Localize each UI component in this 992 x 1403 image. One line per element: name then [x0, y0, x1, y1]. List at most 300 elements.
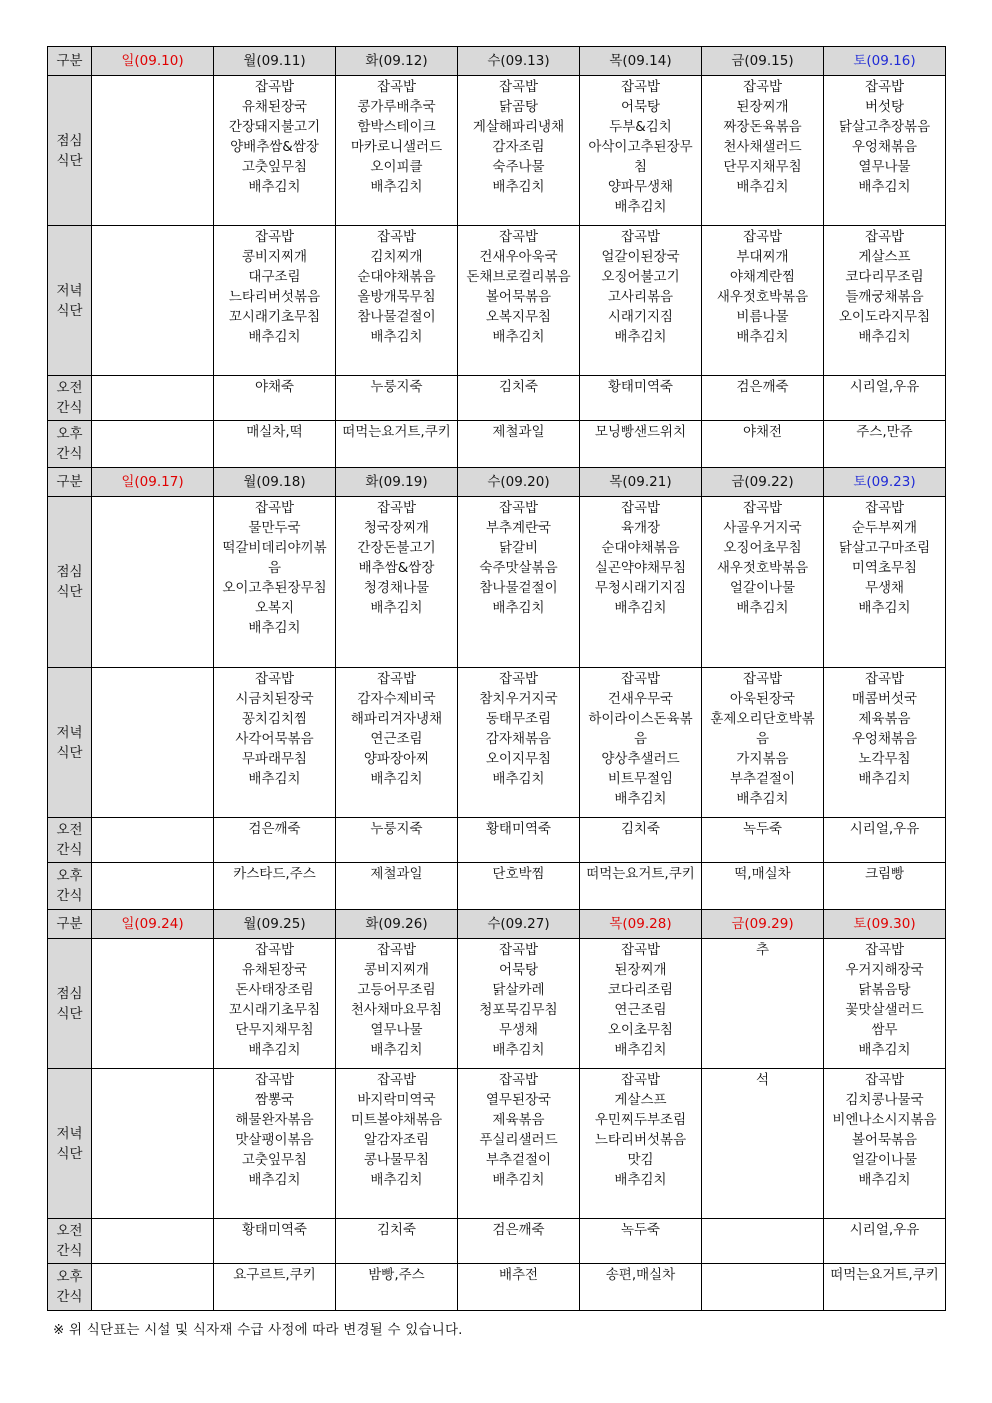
menu-item: 배추김치	[614, 329, 667, 345]
menu-item: 잡곡밥	[864, 229, 905, 245]
menu-cell	[336, 421, 458, 468]
menu-cell	[92, 1219, 214, 1264]
menu-item: 천사채마요무침	[350, 1002, 443, 1018]
menu-cell	[824, 226, 946, 376]
menu-item: 검은깨죽	[736, 379, 789, 395]
menu-item: 추	[755, 942, 770, 958]
menu-item: 고춧잎무침	[241, 159, 308, 175]
menu-cell	[92, 497, 214, 668]
menu-item: 새우젓호박볶음	[716, 560, 809, 576]
menu-item: 닭곰탕	[498, 99, 539, 115]
menu-item: 오이초무침	[607, 1022, 674, 1038]
menu-cell	[702, 668, 824, 818]
row-label-line: 점심	[56, 985, 83, 1002]
menu-item: 잡곡밥	[254, 229, 295, 245]
menu-item: 황태미역죽	[241, 1222, 308, 1238]
day-header: 수(09.20)	[458, 468, 580, 497]
menu-item: 연근조림	[614, 1002, 667, 1018]
menu-item: 무청시래기지짐	[594, 580, 687, 596]
menu-item: 매콤버섯국	[851, 691, 918, 707]
menu-item: 제육볶음	[492, 1112, 545, 1128]
menu-item: 푸실리샐러드	[479, 1132, 558, 1148]
row-label-line: 오후	[56, 868, 83, 884]
menu-item: 우민찌두부조림	[594, 1112, 687, 1128]
menu-item: 청경채나물	[363, 580, 430, 596]
menu-item: 짬뽕국	[254, 1092, 295, 1108]
dinner-row	[48, 1069, 946, 1219]
menu-cell	[458, 1264, 580, 1311]
menu-item: 아욱된장국	[729, 691, 796, 707]
menu-cell	[214, 76, 336, 226]
menu-item: 배추김치	[370, 179, 423, 195]
menu-item: 잡곡밥	[254, 1072, 295, 1088]
menu-item: 잡곡밥	[254, 942, 295, 958]
menu-cell	[702, 1069, 824, 1219]
menu-cell	[824, 376, 946, 421]
menu-item: 콩비지찌개	[363, 962, 430, 978]
lunch-row	[48, 76, 946, 226]
row-label-line: 저녁	[56, 1125, 83, 1142]
menu-item: 잡곡밥	[254, 671, 295, 687]
row-label-line: 오후	[56, 426, 83, 442]
menu-item: 꼬시래기초무침	[228, 309, 321, 325]
menu-item: 잡곡밥	[620, 1072, 661, 1088]
menu-item: 잡곡밥	[864, 942, 905, 958]
row-label-line: 간식	[56, 1243, 83, 1259]
menu-item: 꼬시래기초무침	[228, 1002, 321, 1018]
day-header: 금(09.29)	[702, 910, 824, 939]
menu-item: 배추김치	[858, 1172, 911, 1188]
menu-cell	[824, 668, 946, 818]
row-label-line: 간식	[56, 1289, 83, 1305]
menu-cell	[580, 668, 702, 818]
menu-item: 꽃맛살샐러드	[845, 1002, 924, 1018]
dinner-row	[48, 668, 946, 818]
menu-item: 오이도라지무침	[838, 309, 931, 325]
day-header: 목(09.14)	[580, 47, 702, 76]
menu-item: 무파래무침	[241, 751, 308, 767]
menu-item: 배추김치	[492, 1042, 545, 1058]
header-label: 구분	[48, 910, 92, 939]
menu-item: 잡곡밥	[376, 671, 417, 687]
menu-item: 잡곡밥	[498, 500, 539, 516]
menu-item: 닭살카레	[492, 982, 545, 998]
menu-item: 오이고추된장무침	[222, 580, 327, 596]
day-header: 월(09.25)	[214, 910, 336, 939]
menu-item: 숙주나물	[492, 159, 545, 175]
menu-item: 하이라이스돈육볶음	[588, 711, 693, 747]
menu-item: 단무지채무침	[235, 1022, 314, 1038]
menu-cell	[458, 818, 580, 863]
menu-item: 닭살고구마조림	[838, 540, 931, 556]
day-header: 화(09.19)	[336, 468, 458, 497]
menu-item: 느타리버섯볶음	[228, 289, 321, 305]
menu-item: 청포묵김무침	[479, 1002, 558, 1018]
menu-item: 시금치된장국	[235, 691, 314, 707]
menu-item: 육개장	[620, 520, 661, 536]
menu-item: 짜장돈육볶음	[723, 119, 802, 135]
menu-cell	[580, 1264, 702, 1311]
menu-item: 떠먹는요거트,쿠키	[586, 866, 695, 882]
menu-item: 잡곡밥	[254, 79, 295, 95]
menu-item: 배추김치	[614, 1172, 667, 1188]
menu-item: 검은깨죽	[248, 821, 301, 837]
week-header-row	[48, 47, 946, 76]
menu-item: 감자채볶음	[485, 731, 552, 747]
menu-item: 고사리볶음	[607, 289, 674, 305]
menu-item: 단호박찜	[492, 866, 545, 882]
day-header: 월(09.11)	[214, 47, 336, 76]
menu-item: 배추김치	[492, 1172, 545, 1188]
menu-cell	[458, 497, 580, 668]
menu-item: 돈사태장조림	[235, 982, 314, 998]
menu-item: 배추김치	[858, 329, 911, 345]
menu-item: 게살스프	[858, 249, 911, 265]
menu-item: 시리얼,우유	[849, 821, 920, 837]
menu-cell	[824, 1219, 946, 1264]
menu-item: 게살해파리냉채	[472, 119, 565, 135]
menu-item: 배추김치	[736, 329, 789, 345]
menu-cell	[92, 1069, 214, 1219]
menu-cell	[824, 76, 946, 226]
menu-item: 오징어불고기	[601, 269, 680, 285]
menu-cell	[214, 1264, 336, 1311]
menu-item: 배추김치	[858, 771, 911, 787]
menu-item: 비엔나소시지볶음	[832, 1112, 937, 1128]
menu-item: 게살스프	[614, 1092, 667, 1108]
day-header: 일(09.10)	[92, 47, 214, 76]
row-label	[48, 1219, 92, 1264]
menu-item: 유채된장국	[241, 99, 308, 115]
menu-item: 무생채	[864, 580, 905, 596]
menu-item: 부대찌개	[736, 249, 789, 265]
day-header: 화(09.26)	[336, 910, 458, 939]
menu-item: 된장찌개	[736, 99, 789, 115]
menu-item: 배추쌈&쌈장	[358, 560, 435, 576]
menu-item: 잡곡밥	[742, 79, 783, 95]
menu-cell	[824, 1264, 946, 1311]
row-label	[48, 818, 92, 863]
menu-item: 미트볼야채볶음	[350, 1112, 443, 1128]
menu-cell	[336, 226, 458, 376]
row-label-line: 식단	[56, 584, 83, 600]
row-label	[48, 76, 92, 226]
menu-item: 김치콩나물국	[845, 1092, 924, 1108]
row-label-line: 간식	[56, 842, 83, 858]
menu-item: 동태무조림	[485, 711, 552, 727]
menu-item: 배추김치	[370, 771, 423, 787]
menu-item: 우거지해장국	[845, 962, 924, 978]
menu-item: 요구르트,쿠키	[233, 1267, 316, 1283]
row-label	[48, 1264, 92, 1311]
menu-item: 배추김치	[492, 600, 545, 616]
menu-item: 건새우아욱국	[479, 249, 558, 265]
menu-item: 야채전	[742, 424, 783, 440]
menu-item: 볼어묵볶음	[851, 1132, 918, 1148]
menu-item: 누룽지죽	[370, 379, 423, 395]
menu-cell	[214, 1069, 336, 1219]
menu-item: 노각무침	[858, 751, 911, 767]
menu-cell	[702, 818, 824, 863]
row-label	[48, 1069, 92, 1219]
menu-item: 부추겉절이	[729, 771, 796, 787]
menu-item: 가지볶음	[736, 751, 789, 767]
row-label	[48, 668, 92, 818]
menu-cell	[214, 421, 336, 468]
menu-item: 두부&김치	[609, 119, 672, 135]
menu-item: 배추김치	[614, 1042, 667, 1058]
menu-item: 잡곡밥	[498, 229, 539, 245]
menu-item: 떡,매실차	[734, 866, 791, 882]
menu-item: 배추김치	[248, 771, 301, 787]
menu-item: 잡곡밥	[376, 500, 417, 516]
menu-item: 김치죽	[376, 1222, 417, 1238]
menu-cell	[336, 863, 458, 910]
menu-item: 배추전	[498, 1267, 539, 1283]
menu-item: 오이피클	[370, 159, 423, 175]
day-header: 수(09.13)	[458, 47, 580, 76]
week-header-row	[48, 910, 946, 939]
menu-item: 쌈무	[871, 1022, 898, 1038]
menu-item: 사골우거지국	[723, 520, 802, 536]
menu-item: 잡곡밥	[498, 79, 539, 95]
menu-item: 돈채브로컬리볶음	[466, 269, 571, 285]
menu-cell	[336, 818, 458, 863]
menu-item: 오이지무침	[485, 751, 552, 767]
menu-item: 배추김치	[248, 1172, 301, 1188]
menu-item: 올방개묵무침	[357, 289, 436, 305]
row-label-line: 간식	[56, 888, 83, 904]
menu-item: 순두부찌개	[851, 520, 918, 536]
menu-item: 사각어묵볶음	[235, 731, 314, 747]
menu-item: 송편,매실차	[605, 1267, 676, 1283]
menu-cell	[702, 76, 824, 226]
menu-cell	[336, 1264, 458, 1311]
menu-item: 김치죽	[498, 379, 539, 395]
menu-cell	[92, 376, 214, 421]
menu-item: 황태미역죽	[485, 821, 552, 837]
menu-item: 오복지	[254, 600, 295, 616]
menu-item: 배추김치	[248, 620, 301, 636]
menu-item: 배추김치	[248, 1042, 301, 1058]
menu-item: 얼갈이된장국	[601, 249, 680, 265]
menu-item: 떠먹는요거트,쿠키	[830, 1267, 939, 1283]
menu-cell	[580, 1219, 702, 1264]
menu-item: 고춧잎무침	[241, 1152, 308, 1168]
row-label-line: 식단	[56, 1145, 83, 1162]
menu-item: 김치죽	[620, 821, 661, 837]
menu-item: 닭갈비	[498, 540, 539, 556]
menu-cell	[824, 863, 946, 910]
menu-item: 무생채	[498, 1022, 539, 1038]
menu-item: 콩나물무침	[363, 1152, 430, 1168]
menu-item: 배추김치	[492, 179, 545, 195]
menu-item: 잡곡밥	[864, 79, 905, 95]
menu-item: 건새우무국	[607, 691, 674, 707]
menu-item: 배추김치	[858, 600, 911, 616]
menu-cell	[702, 863, 824, 910]
menu-item: 녹두죽	[742, 821, 783, 837]
pm-snack-row	[48, 863, 946, 910]
menu-cell	[458, 1219, 580, 1264]
row-label-line: 간식	[56, 446, 83, 462]
menu-item: 주스,만쥬	[856, 424, 913, 440]
menu-item: 잡곡밥	[742, 671, 783, 687]
menu-cell	[458, 76, 580, 226]
menu-item: 잡곡밥	[864, 671, 905, 687]
menu-item: 훈제오리단호박볶음	[710, 711, 815, 747]
menu-item: 잡곡밥	[376, 79, 417, 95]
menu-item: 잡곡밥	[620, 79, 661, 95]
row-label-line: 오전	[56, 380, 83, 396]
day-header: 금(09.22)	[702, 468, 824, 497]
menu-cell	[92, 421, 214, 468]
row-label	[48, 226, 92, 376]
menu-item: 버섯탕	[864, 99, 905, 115]
menu-item: 부추계란국	[485, 520, 552, 536]
menu-item: 제철과일	[492, 424, 545, 440]
menu-item: 열무된장국	[485, 1092, 552, 1108]
menu-cell	[702, 939, 824, 1069]
menu-item: 배추김치	[858, 1042, 911, 1058]
menu-item: 해물완자볶음	[235, 1112, 314, 1128]
menu-cell	[336, 939, 458, 1069]
menu-item: 잡곡밥	[620, 942, 661, 958]
am-snack-row	[48, 376, 946, 421]
menu-item: 배추김치	[736, 179, 789, 195]
menu-item: 미역초무침	[851, 560, 918, 576]
menu-item: 배추김치	[614, 600, 667, 616]
menu-item: 잡곡밥	[498, 1072, 539, 1088]
day-header: 토(09.30)	[824, 910, 946, 939]
menu-item: 시래기지짐	[607, 309, 674, 325]
row-label-line: 점심	[56, 564, 83, 580]
menu-cell	[458, 376, 580, 421]
menu-cell	[336, 497, 458, 668]
menu-item: 검은깨죽	[492, 1222, 545, 1238]
row-label	[48, 497, 92, 668]
menu-cell	[214, 226, 336, 376]
menu-item: 얼갈이나물	[851, 1152, 918, 1168]
menu-cell	[824, 421, 946, 468]
menu-item: 콩비지찌개	[241, 249, 308, 265]
menu-cell	[336, 668, 458, 818]
menu-item: 참나물겉절이	[357, 309, 436, 325]
menu-item: 비트무절임	[607, 771, 674, 787]
day-header: 화(09.12)	[336, 47, 458, 76]
menu-item: 양파무생채	[607, 179, 674, 195]
menu-item: 잡곡밥	[864, 1072, 905, 1088]
pm-snack-row	[48, 1264, 946, 1311]
menu-cell	[824, 818, 946, 863]
menu-item: 배추김치	[370, 1042, 423, 1058]
menu-item: 유채된장국	[241, 962, 308, 978]
menu-cell	[458, 668, 580, 818]
menu-cell	[214, 376, 336, 421]
menu-cell	[580, 226, 702, 376]
menu-item: 잡곡밥	[498, 671, 539, 687]
menu-item: 볼어묵볶음	[485, 289, 552, 305]
pm-snack-row	[48, 421, 946, 468]
menu-item: 맛김	[627, 1152, 654, 1168]
menu-item: 잡곡밥	[376, 229, 417, 245]
menu-item: 코다리무조림	[845, 269, 924, 285]
row-label	[48, 863, 92, 910]
menu-item: 간장돼지불고기	[228, 119, 321, 135]
row-label-line: 오후	[56, 1269, 83, 1285]
day-header: 목(09.28)	[580, 910, 702, 939]
menu-cell	[824, 1069, 946, 1219]
menu-item: 잡곡밥	[620, 500, 661, 516]
menu-item: 숙주맛살볶음	[479, 560, 558, 576]
menu-item: 제철과일	[370, 866, 423, 882]
menu-item: 들깨궁채볶음	[845, 289, 924, 305]
menu-item: 떡갈비데리야끼볶음	[222, 540, 327, 576]
menu-cell	[580, 818, 702, 863]
menu-cell	[458, 863, 580, 910]
menu-item: 감자조림	[492, 139, 545, 155]
menu-item: 새우젓호박볶음	[716, 289, 809, 305]
menu-item: 물만두국	[248, 520, 301, 536]
menu-item: 모닝빵샌드위치	[594, 424, 687, 440]
menu-item: 제육볶음	[858, 711, 911, 727]
menu-cell	[580, 421, 702, 468]
menu-item: 양배추쌈&쌈장	[230, 139, 319, 155]
menu-cell	[214, 497, 336, 668]
row-label-line: 식단	[56, 744, 83, 761]
menu-item: 잡곡밥	[498, 942, 539, 958]
menu-item: 배추김치	[370, 329, 423, 345]
week-header-row	[48, 468, 946, 497]
menu-item: 양파장아찌	[363, 751, 430, 767]
menu-item: 부추겉절이	[485, 1152, 552, 1168]
menu-item: 열무나물	[370, 1022, 423, 1038]
menu-item: 연근조림	[370, 731, 423, 747]
menu-item: 배추김치	[248, 179, 301, 195]
menu-cell	[580, 497, 702, 668]
menu-cell	[458, 226, 580, 376]
menu-cell	[702, 421, 824, 468]
menu-item: 마카로니샐러드	[350, 139, 443, 155]
menu-item: 배추김치	[492, 329, 545, 345]
menu-item: 맛살팽이볶음	[235, 1132, 314, 1148]
menu-cell	[580, 1069, 702, 1219]
menu-cell	[702, 376, 824, 421]
row-label	[48, 939, 92, 1069]
menu-item: 우엉채볶음	[851, 139, 918, 155]
day-header: 일(09.17)	[92, 468, 214, 497]
menu-item: 순대야채볶음	[357, 269, 436, 285]
row-label-line: 식단	[56, 1005, 83, 1022]
menu-item: 꽁치김치찜	[241, 711, 308, 727]
menu-item: 잡곡밥	[620, 671, 661, 687]
menu-item: 배추김치	[736, 600, 789, 616]
menu-cell	[702, 1264, 824, 1311]
menu-item: 카스타드,주스	[233, 866, 316, 882]
menu-item: 배추김치	[736, 791, 789, 807]
menu-item: 석	[755, 1072, 770, 1088]
menu-cell	[458, 939, 580, 1069]
menu-item: 배추김치	[614, 199, 667, 215]
menu-cell	[92, 939, 214, 1069]
menu-item: 비름나물	[736, 309, 789, 325]
menu-item: 열무나물	[858, 159, 911, 175]
lunch-row	[48, 939, 946, 1069]
menu-item: 콩가루배추국	[357, 99, 436, 115]
header-label: 구분	[48, 47, 92, 76]
day-header: 금(09.15)	[702, 47, 824, 76]
menu-item: 시리얼,우유	[849, 379, 920, 395]
